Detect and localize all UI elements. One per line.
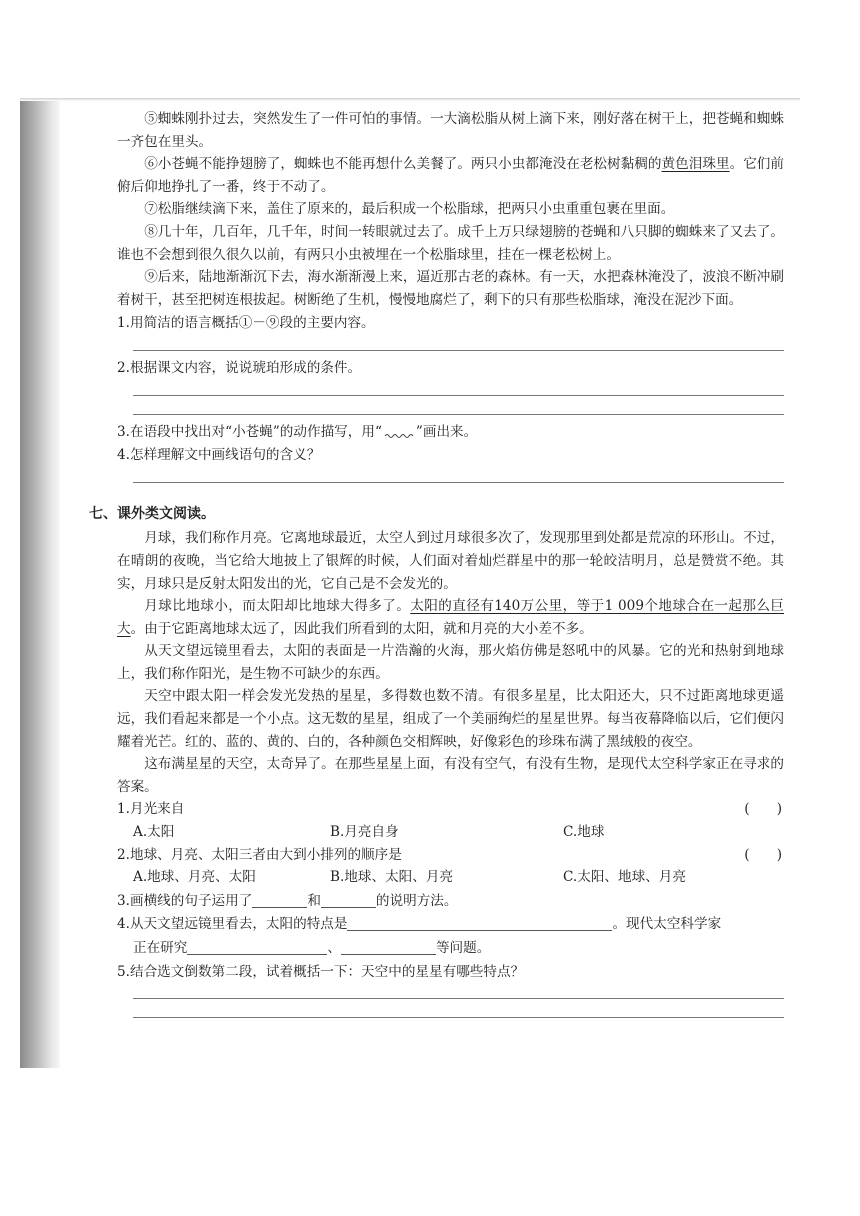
option-b[interactable]: B.地球、太阳、月亮	[330, 869, 454, 886]
fill-question-4	[117, 912, 784, 936]
section7-paragraph-2-text-b: 。由于它距离地球太远了，因此我们所看到的太阳，就和月亮的大小差不多。	[130, 620, 593, 637]
fill-question-3-text-a: 3.画横线的句子运用了	[117, 892, 253, 909]
fill-question-3-text-c: 的说明方法。	[375, 892, 458, 909]
blank-field[interactable]	[347, 915, 612, 931]
fill-question-4-text-a: 4.从天文望远镜里看去，太阳的特点是	[117, 916, 348, 933]
answer-parentheses[interactable]: ( )	[744, 801, 782, 818]
worksheet	[89, 108, 785, 1023]
option-b[interactable]: B.月亮自身	[330, 824, 399, 841]
section7-paragraph-2	[117, 595, 784, 640]
paragraph-6-text-b: 。它们前俯后仰地挣扎了一番，终于不动了。	[117, 156, 785, 195]
section7-paragraph-2-text-a: 月球比地球小，而太阳却比地球大得多了。	[144, 598, 411, 615]
paragraph-6-text-a: ⑥小苍蝇不能挣翅膀了，蜘蛛也不能再想什么美餐了。两只小虫都淹没在老松树黏稠的	[144, 156, 662, 173]
fill-question-4-text-d: 、	[327, 940, 341, 956]
answer-line[interactable]	[133, 469, 784, 483]
blank-field[interactable]	[321, 892, 376, 908]
question-4: 4.怎样理解文中画线语句的含义？	[117, 447, 321, 464]
fill-question-3-text-b: 和	[307, 892, 321, 909]
scan-shadow	[20, 98, 60, 1068]
paragraph-9: ⑨后来，陆地渐渐沉下去，海水渐渐漫上来，逼近那古老的森林。有一天，水把森林淹没了，波浪不断冲刷着树干，甚至把树连根拔起。树断绝了生机，慢慢地腐烂了，剩下的只有那些松脂球，淹没在泥沙下面。	[117, 269, 784, 308]
question-3-text-b: ”画出来。	[415, 423, 478, 440]
fill-question-4-line-2	[117, 936, 784, 960]
scan-edge	[20, 98, 800, 101]
option-a[interactable]: A.太阳	[133, 824, 175, 841]
section7-paragraph-4: 天空中跟太阳一样会发光发热的星星，多得数也数不清。有很多星星，比太阳还大，只不过距离地球更遥远，我们看起来都是一个小点。这无数的星星，组成了一个美丽绚烂的星星世界。每当夜幕降临以后，它们便闪耀着光芒。红的、蓝的、黄的、白的，各种颜色交相辉映，好像彩色的珍珠布满了黑绒般的夜空。	[117, 688, 784, 750]
answer-parentheses[interactable]: ( )	[744, 846, 782, 863]
option-a[interactable]: A.地球、月亮、太阳	[133, 869, 256, 886]
mc-question-2-text: 2.地球、月亮、太阳三者由大到小排列的顺序是	[117, 846, 402, 863]
question-5: 5.结合选文倒数第二段，试着概括一下：天空中的星星有哪些特点？	[117, 963, 525, 980]
mc-question-2-options	[117, 866, 784, 889]
section7-paragraph-5: 这布满星星的天空，太奇异了。在那些星星上面，有没有空气，有没有生物，是现代太空科学家正在寻求的答案。	[117, 756, 784, 795]
underlined-phrase: 黄色泪珠里	[661, 156, 730, 173]
fill-question-3	[117, 889, 784, 913]
fill-question-4-text-e: 等问题。	[435, 940, 491, 956]
section-title: 七、课外类文阅读。	[89, 505, 215, 522]
mc-question-2	[117, 844, 784, 867]
fill-question-4-text-c: 正在研究	[133, 940, 188, 956]
answer-line[interactable]	[133, 382, 784, 396]
mc-question-1-options	[117, 821, 784, 844]
paragraph-7: ⑦松脂继续滴下来，盖住了原来的，最后积成一个松脂球，把两只小虫重重包裹在里面。	[144, 201, 675, 218]
paragraph-6	[117, 153, 784, 198]
paragraph-5: ⑤蜘蛛刚扑过去，突然发生了一件可怕的事情。一大滴松脂从树上滴下来，刚好落在树干上，把苍蝇和蜘蛛一齐包在里头。	[117, 111, 784, 150]
fill-question-4-text-b: 。现代太空科学家	[612, 916, 722, 933]
wavy-line-icon	[384, 429, 414, 439]
underlined-sentence: 太阳的直径有140万公里，等于1 009个地球合在一起那么巨大	[117, 598, 784, 637]
question-3-text-a: 3.在语段中找出对“小苍蝇”的动作描写，用“	[117, 423, 382, 440]
option-c[interactable]: C.地球	[563, 824, 605, 841]
answer-line[interactable]	[133, 337, 784, 351]
paragraph-8: ⑧几十年，几百年，几千年，时间一转眼就过去了。成千上万只绿翅膀的苍蝇和八只脚的蜘蛛来了又去了。谁也不会想到很久很久以前，有两只小虫被埋在一个松脂球里，挂在一棵老松树上。	[117, 223, 784, 263]
mc-question-1	[117, 798, 784, 821]
mc-question-1-text: 1.月光来自	[117, 801, 185, 818]
blank-field[interactable]	[187, 939, 327, 955]
section7-paragraph-3: 从天文望远镜里看去，太阳的表面是一片浩瀚的火海，那火焰仿佛是怒吼中的风暴。它的光和热射到地球上，我们称作阳光，是生物不可缺少的东西。	[117, 643, 784, 682]
question-3	[117, 420, 784, 444]
answer-line[interactable]	[133, 985, 784, 999]
question-1: 1.用简洁的语言概括①－⑨段的主要内容。	[117, 315, 375, 332]
blank-field[interactable]	[341, 939, 436, 955]
answer-line[interactable]	[133, 401, 784, 415]
question-2: 2.根据课文内容，说说琥珀形成的条件。	[117, 359, 362, 376]
section7-paragraph-1: 月球，我们称作月亮。它离地球最近，太空人到过月球很多次了，发现那里到处都是荒凉的环形山。不过，在晴朗的夜晚，当它给大地披上了银辉的时候，人们面对着灿烂群星中的那一轮皎洁明月，总是赞赏不绝。其实，月球只是反射太阳发出的光，它自己是不会发光的。	[117, 530, 784, 592]
option-c[interactable]: C.太阳、地球、月亮	[563, 869, 686, 886]
blank-field[interactable]	[252, 892, 307, 908]
answer-line[interactable]	[133, 1004, 784, 1018]
